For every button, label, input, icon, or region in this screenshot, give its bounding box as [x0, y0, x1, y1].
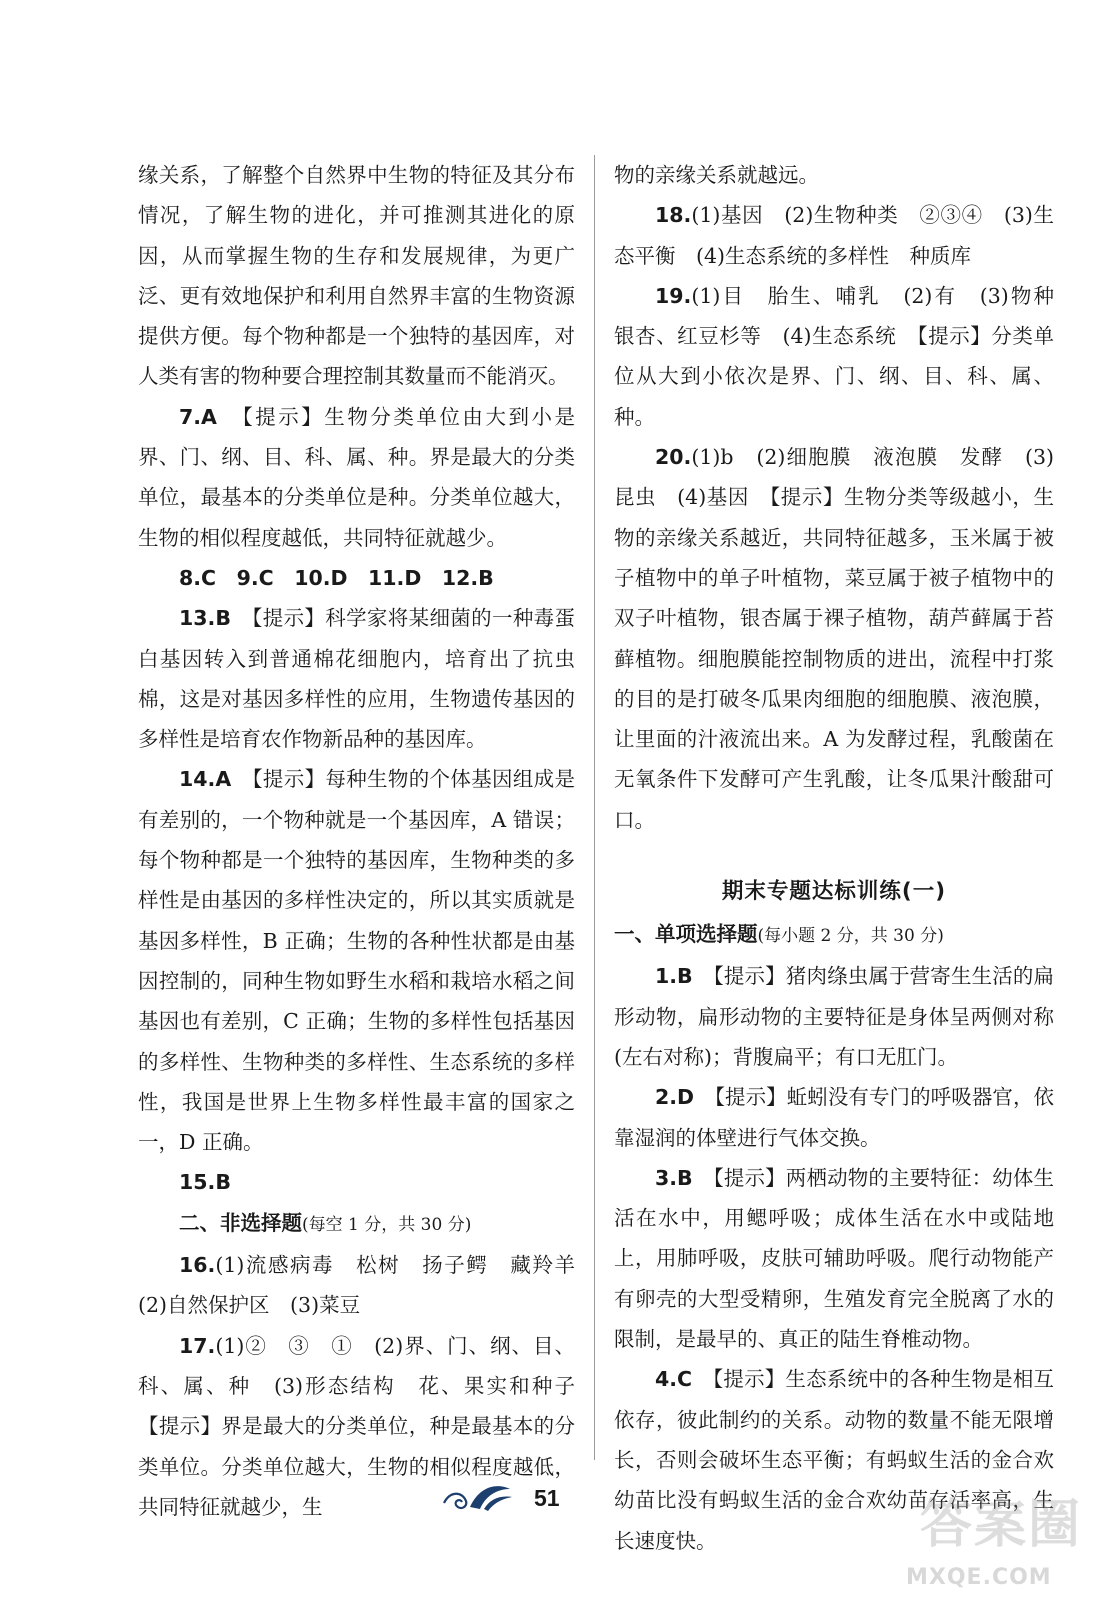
answer-hint: 【提示】两栖动物的主要特征：幼体生活在水中，用鳃呼吸；成体生活在水中或陆地上，用肺呼吸，皮肤可辅助呼吸。爬行动物能产有卵壳的大型受精卵，生殖发育完全脱离了水的限制，是最早的、真正的陆生脊椎动物。 — [614, 1165, 1055, 1352]
answer-label: 1.B — [655, 964, 693, 989]
section-1-title — [614, 914, 1054, 956]
right-column — [614, 155, 1075, 1561]
answer-18 — [614, 195, 1054, 276]
answer-text: (1)基因 (2)生物种类 ②③④ (3)生态平衡 (4)生态系统的多样性 种质库 — [614, 203, 1054, 268]
answers-8-12: 8.C 9.C 10.D 11.D 12.B — [179, 565, 494, 590]
answer-label: 18. — [655, 203, 692, 228]
paragraph-continuation: 缘关系，了解整个自然界中生物的特征及其分布情况，了解生物的进化，并可推测其进化的原因，从而掌握生物的生存和发展规律，为更广泛、更有效地保护和利用自然界丰富的生物资源提供方便。每个物种都是一个独特的基因库，对人类有害的物种要合理控制其数量而不能消灭。 — [138, 163, 575, 389]
swirl-ornament-icon — [440, 1481, 516, 1515]
section-title: 二、非选择题 — [179, 1210, 302, 1235]
watermark-site: MXQE.COM — [906, 1565, 1052, 1590]
answer-label: 20. — [655, 445, 692, 470]
page-footer — [440, 1480, 560, 1516]
section-note: (每小题 2 分，共 30 分) — [757, 926, 944, 947]
answer-1 — [614, 956, 1054, 1077]
answer-7 — [138, 397, 575, 558]
answer-label: 13.B — [179, 606, 231, 631]
answer-hint: 【提示】生态系统中的各种生物是相互依存，彼此制约的关系。动物的数量不能无限增长，否则会破坏生态平衡；有蚂蚁生活的金合欢幼苗比没有蚂蚁生活的金合欢幼苗存活率高，生长速度快。 — [614, 1367, 1055, 1553]
answer-hint: 【提示】生物分类单位由大到小是界、门、纲、目、科、属、种。界是最大的分类单位，最基本的分类单位是种。分类单位越大，生物的相似程度越低，共同特征就越少。 — [138, 404, 576, 550]
answer-hint: 【提示】每种生物的个体基因组成是有差别的，一个物种就是一个基因库，A 错误；每个物种都是一个独特的基因库，生物种类的多样性是由基因的多样性决定的，所以其实质就是基因多样性，B 正确；生物的各种性状都是由基因控制的，同种生物如野生水稻和栽培水稻之间基因也有差别，C 正确；生物的多样性包括基因的多样性、生物种类的多样性、生态系统的多样性，我国是世界上生物多样性最丰富的国家之一，D 正确。 — [138, 767, 576, 1155]
answer-text: (1)② ③ ① (2)界、门、纲、目、科、属、种 (3)形态结构 花、果实和种子 【提示】界是最大的分类单位，种是最基本的分类单位。分类单位越大，生物的相似程度越低，共同特征就越少，生 — [138, 1333, 596, 1519]
section-2-title — [138, 1203, 575, 1245]
answer-label: 2.D — [655, 1085, 695, 1110]
answer-14 — [138, 759, 575, 1162]
answer-3 — [614, 1158, 1054, 1359]
answer-15: 15.B — [179, 1170, 231, 1195]
answer-hint: 【提示】科学家将某细菌的一种毒蛋白基因转入到普通棉花细胞内，培育出了抗虫棉，这是对基因多样性的应用，生物遗传基因的多样性是培育农作物新品种的基因库。 — [138, 606, 576, 752]
answer-label: 17. — [179, 1333, 216, 1358]
answer-label: 4.C — [655, 1367, 693, 1392]
page-number: 51 — [534, 1484, 560, 1511]
watermark — [900, 1476, 1110, 1594]
answer-label: 7.A — [179, 404, 217, 429]
answer-label: 19. — [655, 283, 692, 308]
paragraph-continuation: 物的亲缘关系就越远。 — [614, 163, 819, 187]
answer-hint: 【提示】猪肉绦虫属于营寄生生活的扁形动物，扁形动物的主要特征是身体呈两侧对称(左右对称)；背腹扁平；有口无肛门。 — [614, 964, 1055, 1069]
answer-text: (1)流感病毒 松树 扬子鳄 藏羚羊 (2)自然保护区 (3)菜豆 — [138, 1253, 596, 1318]
section-note: (每空 1 分，共 30 分) — [302, 1214, 472, 1235]
answer-text: (1)b (2)细胞膜 液泡膜 发酵 (3)昆虫 (4)基因 【提示】生物分类等级越小，生物的亲缘关系越近，共同特征越多，玉米属于被子植物中的单子叶植物，菜豆属于被子植物中的双子叶植物，银杏属于裸子植物，葫芦藓属于苔藓植物。细胞膜能控制物质的进出，流程中打浆的目的是打破冬瓜果肉细胞的细胞膜、液泡膜，让里面的汁液流出来。A 为发酵过程，乳酸菌在无氧条件下发酵可产生乳酸，让冬瓜果汁酸甜可口。 — [614, 445, 1054, 832]
watermark-logo: 答案圈 — [920, 1495, 1083, 1555]
answer-13 — [138, 598, 575, 759]
answer-label: 16. — [179, 1253, 216, 1278]
answer-label: 3.B — [655, 1165, 693, 1190]
answer-label: 14.A — [179, 767, 232, 792]
section-title: 一、单项选择题 — [614, 922, 758, 947]
answer-20 — [614, 437, 1054, 840]
answer-2 — [614, 1077, 1054, 1158]
answer-16 — [138, 1245, 596, 1326]
section-heading: 期末专题达标训练(一) — [721, 879, 947, 905]
answer-text: (1)目 胎生、哺乳 (2)有 (3)物种 银杏、红豆杉等 (4)生态系统 【提示】分类单位从大到小依次是界、门、纲、目、科、属、种。 — [614, 283, 1075, 429]
answer-19 — [614, 276, 1075, 437]
left-column — [138, 155, 596, 1527]
answer-hint: 【提示】蚯蚓没有专门的呼吸器官，依靠湿润的体壁进行气体交换。 — [614, 1085, 1055, 1150]
